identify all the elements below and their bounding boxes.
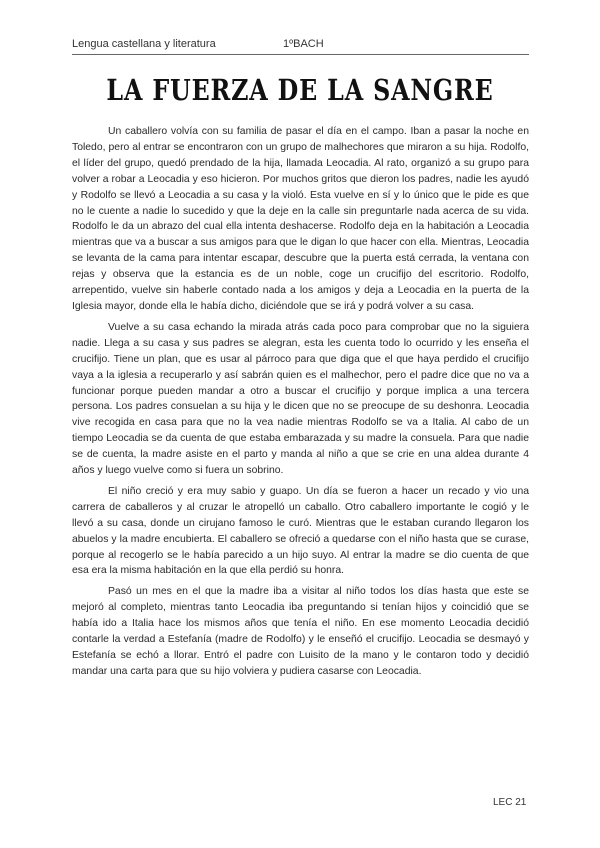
document-body [72, 124, 529, 685]
paragraph-1: Un caballero volvía con su familia de pasar el día en el campo. Iban a pasar la noche en Toledo, pero al entrar se encontraron con un grupo de malhechores que miraron a su hija. Rodolfo, el líder del grupo, quedó prendado de la hija, llamada Leocadia. Al rato, organizó a su grupo para volver a robar a Leocadia y eso hicieron. Por muchos gritos que dieron los padres, nadie les ayudó y Rodolfo se llevó a Leocadia a su casa y la violó. Esta vuelve en sí y lo único que le pide es que no le cuente a nadie lo sucedido y que la deje en la calle sin preguntarle nada acerca de su vida. Rodolfo le da un abrazo del cual ella intenta deshacerse. Rodolfo deja en la habitación a Leocadia mientras que va a buscar a sus amigos para que le digan lo que hacer con ella. Mientras, Leocadia se levanta de la cama para intentar escapar, descubre que la puerta está cerrada, la ventana con rejas y observa que la estancia es de un noble, coge un crucifijo del escritorio. Rodolfo, arrepentido, vuelve sin haberle contado nada a los amigos y deja a Leocadia en la puerta de la Iglesia mayor, donde ella le había dicho, diciéndole que se irá y podrá volver a su casa. [72, 126, 529, 312]
page-header [72, 36, 529, 55]
paragraph-4: Pasó un mes en el que la madre iba a visitar al niño todos los días hasta que este se mejoró al completo, mientras tanto Leocadia iba preguntando si tenían hijos y coincidió que se había ido a Italia hace los mismos años que tenía el niño. En ese momento Leocadia decidió contarle la verdad a Estefanía (madre de Rodolfo) y le enseñó el crucifijo. Leocadia se desmayó y Estefanía se echó a llorar. Entró el padre con Luisito de la mano y le contaron todo y decidió mandar una carta para que su hijo volviera y pudiera casarse con Leocadia. [72, 586, 529, 677]
header-course: 1ºBACH [283, 38, 324, 50]
page-footer-label: LEC 21 [493, 797, 527, 808]
header-subject: Lengua castellana y literatura [72, 38, 216, 50]
paragraph-3: El niño creció y era muy sabio y guapo. Un día se fueron a hacer un recado y vio una carrera de caballeros y al cruzar le atropelló un caballo. Otro caballero importante le cogió y le llevó a su casa, donde un cirujano famoso le curó. Mientras que le estaban curando llegaron los abuelos y la madre encubierta. El caballero se ofreció a quedarse con el niño hasta que se curase, porque al recogerlo se le había parecido a un hijo suyo. Al entrar la madre se dio cuenta de que esa era la misma habitación en la que ella perdió su honra. [72, 485, 529, 577]
document-title: LA FUERZA DE LA SANGRE [106, 73, 494, 107]
paragraph-2: Vuelve a su casa echando la mirada atrás cada poco para comprobar que no la siguiera nadie. Llega a su casa y sus padres se alegran, esta les cuenta todo lo ocurrido y les enseña el crucifijo. Tiene un plan, que es usar al párroco para que diga que el que haya perdido el crucifijo vaya a la iglesia a recuperarlo y así sabrán quien es el malhechor, pero el padre dice que no va a funcionar porque pueden mandar a otro a buscar el crucifijo y porque implica a una tercera persona. Los padres consuelan a su hija y le dicen que no se preocupe de su deshonra. Leocadia vive recogida en casa para que no la vea nadie mientras Rodolfo se va a Italia. Al cabo de un tiempo Leocadia se da cuenta de que estaba embarazada y su madre la consuela. Para que nadie se de cuenta, la madre asiste en el parto y manda al niño a que se crie en una aldea durante 4 años y luego vuelve como si fuera un sobrino. [72, 321, 529, 477]
